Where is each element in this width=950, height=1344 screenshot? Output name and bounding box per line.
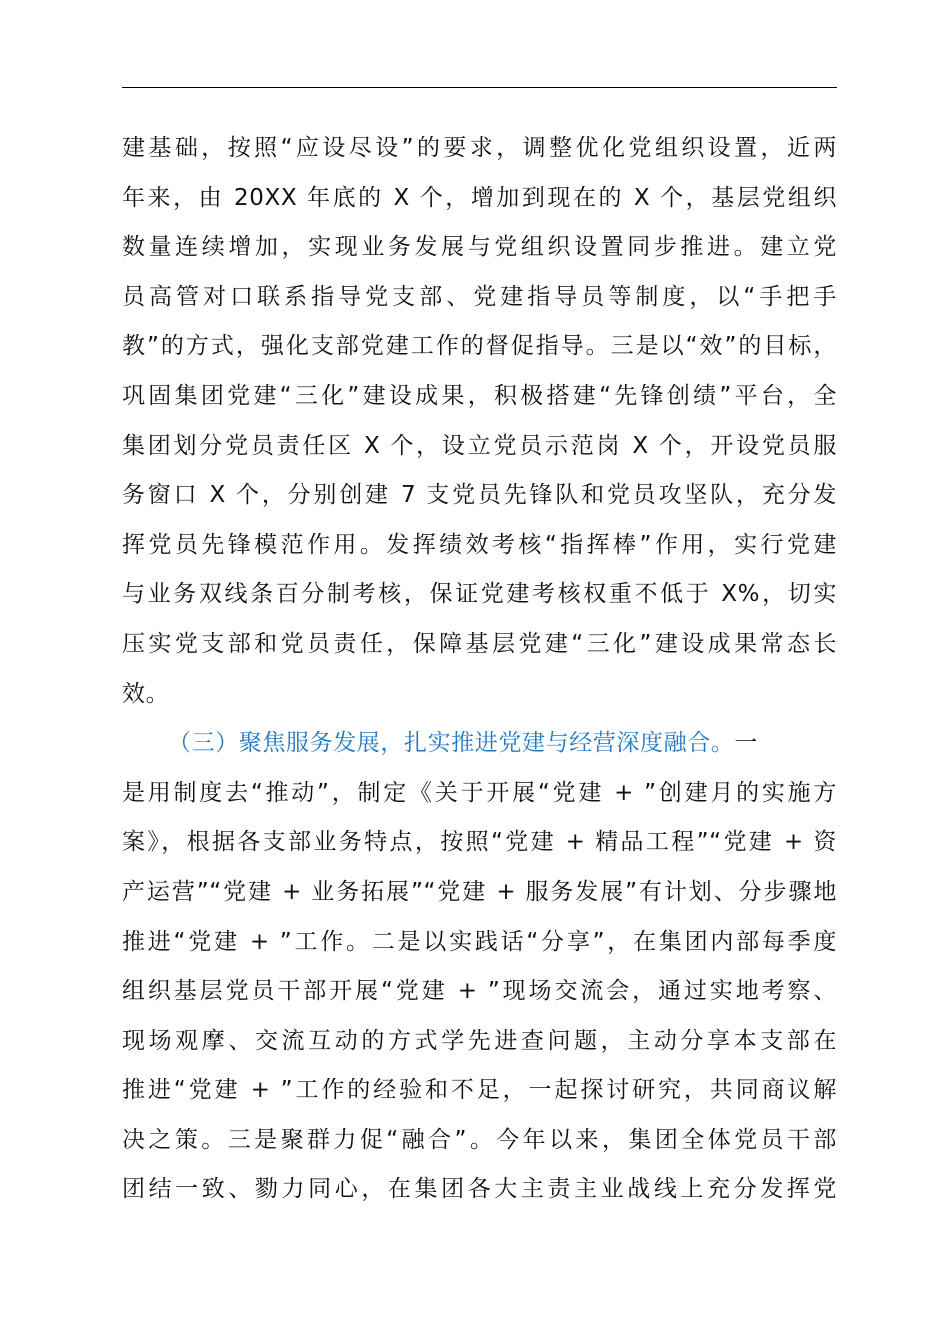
paragraph-line: 年来，由 20XX 年底的 X 个，增加到现在的 X 个，基层党组织 <box>122 184 837 211</box>
paragraph-line: 数量连续增加，实现业务发展与党组织设置同步推进。建立党 <box>122 234 837 261</box>
paragraph-line: 现场观摩、交流互动的方式学先进查问题，主动分享本支部在 <box>122 1027 837 1054</box>
paragraph-line: 挥党员先锋模范作用。发挥绩效考核“指挥棒”作用，实行党建 <box>122 531 837 558</box>
paragraph-line: 员高管对口联系指导党支部、党建指导员等制度，以“手把手 <box>122 283 837 310</box>
page-body <box>122 124 837 1215</box>
header-rule <box>122 87 837 88</box>
paragraph-line: 案》，根据各支部业务特点，按照“党建 + 精品工程”“党建 + 资 <box>122 829 837 856</box>
paragraph-line: 教”的方式，强化支部党建工作的督促指导。三是以“效”的目标， <box>122 333 837 360</box>
paragraph-line: 推进“党建 + ”工作的经验和不足，一起探讨研究，共同商议解 <box>122 1077 837 1104</box>
paragraph-line: 务窗口 X 个，分别创建 7 支党员先锋队和党员攻坚队，充分发 <box>122 482 837 509</box>
paragraph-line: 与业务双线条百分制考核，保证党建考核权重不低于 X%，切实 <box>122 581 837 608</box>
paragraph-line: 压实党支部和党员责任，保障基层党建“三化”建设成果常态长 <box>122 630 837 657</box>
paragraph-line: 团结一致、勠力同心，在集团各大主责主业战线上充分发挥党 <box>122 1176 837 1203</box>
paragraph-line: 决之策。三是聚群力促“融合”。今年以来，集团全体党员干部 <box>122 1126 837 1153</box>
paragraph-line: 组织基层党员干部开展“党建 + ”现场交流会，通过实地考察、 <box>122 978 837 1005</box>
paragraph-line: 是用制度去“推动”，制定《关于开展“党建 + ”创建月的实施方 <box>122 779 837 806</box>
paragraph-line: 集团划分党员责任区 X 个，设立党员示范岗 X 个，开设党员服 <box>122 432 837 459</box>
paragraph-line: 推进“党建 + ”工作。二是以实践话“分享”，在集团内部每季度 <box>122 928 837 955</box>
section-heading: （三）聚焦服务发展，扎实推进党建与经营深度融合。 <box>168 730 735 757</box>
section-heading-line <box>122 719 837 769</box>
section-heading-tail: 一 <box>734 730 759 757</box>
paragraph-line: 效。 <box>122 680 170 707</box>
paragraph-line: 产运营”“党建 + 业务拓展”“党建 + 服务发展”有计划、分步骤地 <box>122 878 837 905</box>
paragraph-line: 建基础，按照“应设尽设”的要求，调整优化党组织设置，近两 <box>122 135 837 161</box>
paragraph-line: 巩固集团党建“三化”建设成果，积极搭建“先锋创绩”平台，全 <box>122 382 837 409</box>
